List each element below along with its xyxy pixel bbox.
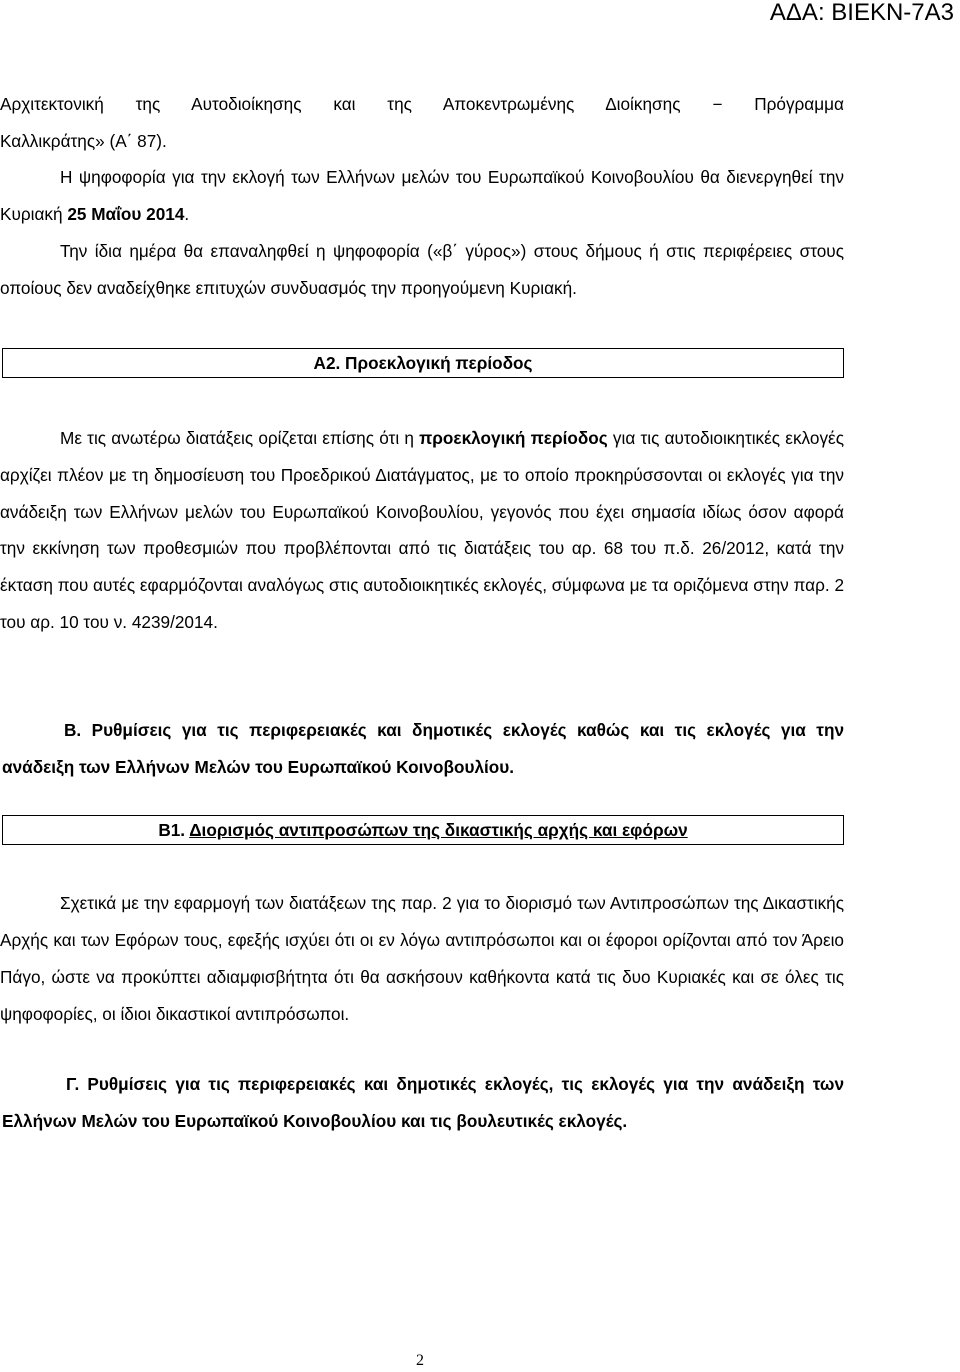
section-b1-title: Διορισμός αντιπροσώπων της δικαστικής αρχής και εφόρων bbox=[189, 820, 688, 841]
intro-paragraph-2 bbox=[0, 159, 960, 232]
ada-code: ΑΔΑ: ΒΙΕΚΝ-7Α3 bbox=[769, 0, 954, 26]
a2-text-before: Με τις ανωτέρω διατάξεις ορίζεται επίσης ότι η bbox=[60, 428, 420, 449]
document-body bbox=[0, 86, 960, 1139]
page-number: 2 bbox=[416, 1352, 424, 1369]
intro-p3-text: Την ίδια ημέρα θα επαναληφθεί η ψηφοφορία («β΄ γύρος») στους δήμους ή στις περιφέρειες στους οποίους δεν αναδείχθηκε επιτυχών συνδυασμός την προηγούμενη Κυριακή. bbox=[0, 240, 844, 298]
section-a2-title-box bbox=[2, 348, 844, 378]
section-b-heading bbox=[0, 712, 960, 785]
intro-paragraph-3 bbox=[0, 233, 960, 306]
intro-paragraph-1 bbox=[0, 86, 960, 159]
section-b1-title-box bbox=[2, 815, 844, 845]
election-date: 25 Μαΐου 2014 bbox=[67, 204, 185, 225]
a2-text-after: για τις αυτοδιοικητικές εκλογές αρχίζει πλέον με τη δημοσίευση του Προεδρικού Διατάγματος, με το οποίο προκηρύσσονται οι εκλογές για την ανάδειξη των Ελλήνων μελών του Ευρωπαϊκού Κοινοβουλίου, γεγονός που έχει σημασία ιδίως όσον αφορά την εκκίνηση των προθεσμιών που προβλέπονται από τις διατάξεις του αρ. 68 του π.δ. 26/2012, κατά την έκταση που αυτές εφαρμόζονται αναλόγως στις αυτοδιοικητικές εκλογές, σύμφωνα με τα οριζόμενα στην παρ. 2 του αρ. 10 του ν. 4239/2014. bbox=[0, 428, 844, 632]
section-b-heading-text: Β. Ρυθμίσεις για τις περιφερειακές και δημοτικές εκλογές καθώς και τις εκλογές για την ανάδειξη των Ελλήνων Μελών του Ευρωπαϊκού Κοινοβουλίου. bbox=[2, 720, 844, 777]
section-c-heading-text: Γ. Ρυθμίσεις για τις περιφερειακές και δημοτικές εκλογές, τις εκλογές για την ανάδειξη των Ελλήνων Μελών του Ευρωπαϊκού Κοινοβουλίου και τις βουλευτικές εκλογές. bbox=[2, 1074, 844, 1131]
section-b1-paragraph bbox=[0, 885, 960, 1032]
section-c-heading bbox=[0, 1066, 960, 1139]
section-a2-paragraph bbox=[0, 420, 960, 640]
section-a2-title: Α2. Προεκλογική περίοδος bbox=[313, 353, 533, 374]
b1-text: Σχετικά με την εφαρμογή των διατάξεων της παρ. 2 για το διορισμό των Αντιπροσώπων της Δικαστικής Αρχής και των Εφόρων τους, εφεξής ισχύει ότι οι εν λόγω αντιπρόσωποι και οι έφοροι ορίζονται από τον Άρειο Πάγο, ώστε να προκύπτει αδιαμφισβήτητα ότι θα ασκήσουν καθήκοντα κατά τις δυο Κυριακές και σε όλες τις ψηφοφορίες, οι ίδιοι δικαστικοί αντιπρόσωποι. bbox=[0, 893, 844, 1024]
section-b1-title-prefix: Β1. bbox=[158, 820, 190, 841]
intro-p2-end: . bbox=[184, 204, 190, 225]
a2-bold-term: προεκλογική περίοδος bbox=[419, 428, 608, 449]
intro-p2-text: Η ψηφοφορία για την εκλογή των Ελλήνων μελών του Ευρωπαϊκού Κοινοβουλίου θα διενεργηθεί την Κυριακή bbox=[0, 167, 844, 225]
intro-line-2: Καλλικράτης» (Α΄ 87). bbox=[0, 130, 167, 151]
intro-line-1: Αρχιτεκτονική της Αυτοδιοίκησης και της Αποκεντρωμένης Διοίκησης − Πρόγραμμα bbox=[0, 94, 844, 114]
